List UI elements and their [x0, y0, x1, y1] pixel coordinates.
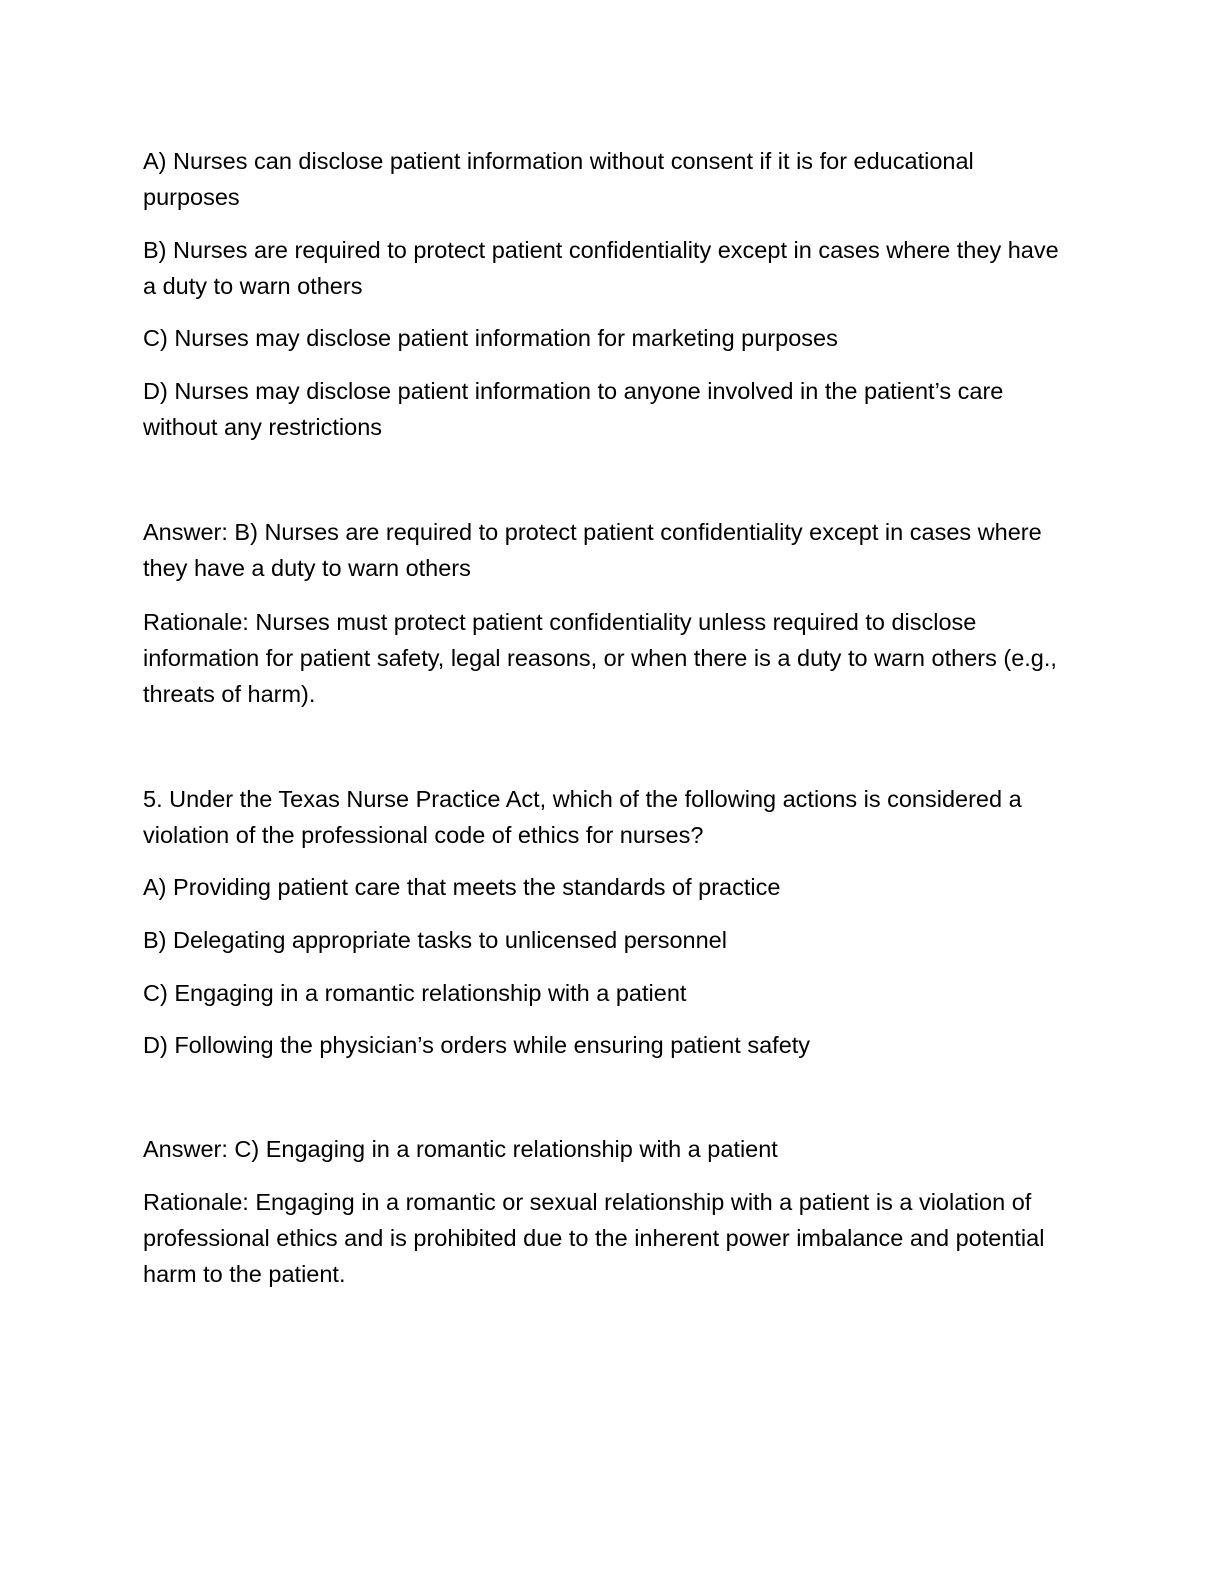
option-text: D) Nurses may disclose patient information to anyone involved in the patient’s care without any restrictions	[143, 378, 1004, 440]
q4-option-d	[143, 373, 1073, 445]
rationale-text: Rationale: Nurses must protect patient confidentiality unless required to disclose information for patient safety, legal reasons, or when there is a duty to warn others (e.g., threats of harm).	[143, 609, 1057, 707]
rationale-text: Rationale: Engaging in a romantic or sexual relationship with a patient is a violation of professional ethics and is prohibited due to the inherent power imbalance and potential harm to the patient.	[143, 1189, 1045, 1287]
option-text: C) Engaging in a romantic relationship with a patient	[143, 980, 687, 1006]
option-text: D) Following the physician’s orders while ensuring patient safety	[143, 1032, 811, 1058]
answer-text: Answer: B) Nurses are required to protect patient confidentiality except in cases where they have a duty to warn others	[143, 519, 1042, 581]
q4-option-b	[143, 232, 1073, 304]
option-text: A) Nurses can disclose patient information without consent if it is for educational purposes	[143, 148, 974, 210]
question-text: 5. Under the Texas Nurse Practice Act, which of the following actions is considered a violation of the professional code of ethics for nurses?	[143, 786, 1022, 848]
q4-answer	[143, 514, 1073, 586]
option-text: B) Delegating appropriate tasks to unlicensed personnel	[143, 927, 727, 953]
q5-rationale	[143, 1184, 1073, 1292]
option-text: C) Nurses may disclose patient information for marketing purposes	[143, 325, 838, 351]
q4-rationale	[143, 604, 1073, 712]
q4-option-c	[143, 320, 1073, 356]
q5-option-a	[143, 869, 1073, 905]
answer-text: Answer: C) Engaging in a romantic relationship with a patient	[143, 1136, 778, 1162]
q5-option-b	[143, 922, 1073, 958]
q5-question	[143, 781, 1073, 853]
q5-option-c	[143, 975, 1073, 1011]
q4-option-a	[143, 143, 1073, 215]
q5-option-d	[143, 1027, 1073, 1063]
option-text: B) Nurses are required to protect patient confidentiality except in cases where they have a duty to warn others	[143, 237, 1059, 299]
q5-answer	[143, 1131, 1073, 1167]
option-text: A) Providing patient care that meets the standards of practice	[143, 874, 781, 900]
